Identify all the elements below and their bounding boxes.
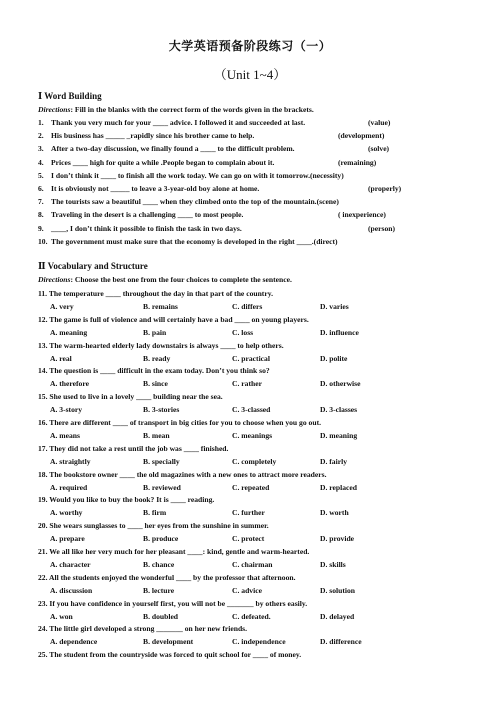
answer-option: C. completely xyxy=(232,456,277,466)
section2-heading: Ⅱ Vocabulary and Structure xyxy=(38,261,148,271)
answer-option: D. provide xyxy=(320,534,355,544)
answer-option: A. therefore xyxy=(50,379,89,389)
answer-option: D. influence xyxy=(320,327,359,337)
answer-option: D. skills xyxy=(320,560,346,569)
answer-option: C. further xyxy=(232,508,265,518)
answer-option: C. independence xyxy=(232,637,286,647)
answer-option: B. pain xyxy=(143,327,167,337)
answer-option: A. means xyxy=(50,431,80,440)
answer-option: D. solution xyxy=(320,585,356,595)
answer-option: B. firm xyxy=(143,508,167,518)
question-text: His business has _____ _rapidly since his brother came to help. xyxy=(51,131,255,141)
word-building-item xyxy=(38,132,478,140)
answer-option: B. development xyxy=(143,637,194,647)
vocabulary-question: 25. The student from the countryside was forced to quit school for ____ of money. xyxy=(38,650,302,660)
answer-option: C. loss xyxy=(232,327,254,337)
question-number: 7. xyxy=(38,197,44,207)
answer-option: A. 3-story xyxy=(50,405,83,415)
answer-option: D. 3-classes xyxy=(320,405,358,415)
answer-option: A. character xyxy=(50,560,91,569)
answer-option: B. since xyxy=(143,379,168,389)
question-number: 4. xyxy=(38,157,44,167)
answer-option: C. rather xyxy=(232,379,262,389)
question-text: After a two-day discussion, we finally found a ____ to the difficult problem. xyxy=(51,144,295,154)
answer-option: A. straightly xyxy=(50,456,91,466)
question-number: 8. xyxy=(38,210,44,220)
answer-option: C. 3-classed xyxy=(232,405,271,415)
vocabulary-question: 16. There are different ____ of transport in big cities for you to choose when you go out. xyxy=(38,418,321,427)
vocabulary-question: 11. The temperature ____ throughout the day in that part of the country. xyxy=(38,289,273,298)
answer-option: A. dependence xyxy=(50,637,98,647)
vocabulary-question: 15. She used to live in a lovely ____ building near the sea. xyxy=(38,392,223,402)
question-text: ____, I don’t think it possible to finish the task in two days. xyxy=(51,223,242,233)
answer-option: B. doubled xyxy=(143,611,179,621)
directions-label: Directions xyxy=(38,275,71,284)
question-text: Prices ____ high for quite a while .People began to complain about it. xyxy=(51,157,275,167)
word-hint: ( inexperience) xyxy=(338,210,386,220)
question-number: 2. xyxy=(38,131,44,141)
question-number: 6. xyxy=(38,184,44,193)
answer-option: D. polite xyxy=(320,353,348,363)
question-number: 10. xyxy=(38,236,48,246)
answer-option: D. worth xyxy=(320,508,349,518)
answer-option: B. specially xyxy=(143,456,180,466)
answer-option: B. mean xyxy=(143,431,170,440)
word-building-item xyxy=(38,225,478,233)
vocabulary-question: 14. The question is ____ difficult in the exam today. Don’t you think so? xyxy=(38,366,270,376)
vocabulary-question: 12. The game is full of violence and will certainly have a bad ____ on young players. xyxy=(38,314,309,324)
page-subtitle: （Unit 1~4） xyxy=(213,67,287,82)
word-building-item xyxy=(38,238,478,246)
answer-option: D. otherwise xyxy=(320,379,361,389)
vocabulary-question: 13. The warm-hearted elderly lady downstairs is always ____ to help others. xyxy=(38,340,284,350)
word-building-item xyxy=(38,159,478,167)
answer-option: C. protect xyxy=(232,534,265,544)
question-number: 1. xyxy=(38,118,44,127)
answer-option: B. reviewed xyxy=(143,482,181,492)
answer-option: A. worthy xyxy=(50,508,83,518)
answer-option: C. chairman xyxy=(232,560,273,569)
vocabulary-question: 24. The little girl developed a strong _______ on her new friends. xyxy=(38,624,248,634)
word-building-item xyxy=(38,119,478,127)
vocabulary-question: 21. We all like her very much for her pleasant ____: kind, gentle and warm-hearted. xyxy=(38,547,310,556)
directions-text: : Fill in the blanks with the correct form of the words given in the brackets. xyxy=(70,105,314,114)
answer-option: D. meaning xyxy=(320,431,358,440)
word-hint: (development) xyxy=(338,131,385,141)
word-hint: (person) xyxy=(368,223,395,233)
vocabulary-question: 17. They did not take a rest until the job was ____ finished. xyxy=(38,443,229,453)
answer-option: B. chance xyxy=(143,560,175,569)
section1-heading: Ⅰ Word Building xyxy=(38,91,102,101)
answer-option: A. meaning xyxy=(50,327,88,337)
answer-option: D. delayed xyxy=(320,611,355,621)
answer-option: C. repeated xyxy=(232,482,270,492)
word-hint: (solve) xyxy=(368,144,390,154)
answer-option: B. ready xyxy=(143,353,171,363)
directions-text: : Choose the best one from the four choices to complete the sentence. xyxy=(70,275,292,284)
answer-option: B. remains xyxy=(143,302,178,311)
vocabulary-question: 23. If you have confidence in yourself first, you will not be _______ by others easily. xyxy=(38,598,308,608)
question-number: 3. xyxy=(38,144,44,154)
answer-option: C. differs xyxy=(232,302,263,311)
answer-option: B. lecture xyxy=(143,585,175,595)
vocabulary-question: 18. The bookstore owner ____ the old magazines with a new ones to attract more readers. xyxy=(38,469,327,479)
directions-label: Directions xyxy=(38,105,71,114)
answer-option: C. defeated. xyxy=(232,611,271,621)
question-text: The tourists saw a beautiful ____ when they climbed onto the top of the mountain.(scene) xyxy=(51,197,339,207)
answer-option: C. advice xyxy=(232,585,262,595)
section1-directions xyxy=(38,106,478,114)
answer-option: C. meanings xyxy=(232,431,273,440)
word-building-item xyxy=(38,211,478,219)
answer-option: D. replaced xyxy=(320,482,357,492)
question-text: I don’t think it ____ to finish all the work today. We can go on with it tomorrow.(necessity) xyxy=(51,170,344,180)
answer-option: C. practical xyxy=(232,353,270,363)
answer-option: A. discussion xyxy=(50,585,93,595)
answer-option: A. required xyxy=(50,482,88,492)
answer-option: A. real xyxy=(50,353,72,363)
answer-option: D. difference xyxy=(320,637,362,647)
answer-option: B. produce xyxy=(143,534,179,544)
question-number: 9. xyxy=(38,223,44,233)
answer-option: B. 3-stories xyxy=(143,405,180,415)
word-building-item xyxy=(38,145,478,153)
question-text: Thank you very much for your ____ advice. I followed it and succeeded at last. xyxy=(51,118,306,127)
vocabulary-question: 20. She wears sunglasses to ____ her eyes from the sunshine in summer. xyxy=(38,521,269,531)
answer-option: A. prepare xyxy=(50,534,85,544)
question-text: Traveling in the desert is a challenging ____ to most people. xyxy=(51,210,244,220)
page-title: 大学英语预备阶段练习（一） xyxy=(168,39,332,53)
answer-option: D. varies xyxy=(320,302,349,311)
word-hint: (value) xyxy=(368,118,391,127)
vocabulary-question: 22. All the students enjoyed the wonderful ____ by the professor that afternoon. xyxy=(38,572,296,582)
word-hint: (remaining) xyxy=(338,157,377,167)
answer-option: A. very xyxy=(50,302,74,311)
question-number: 5. xyxy=(38,170,44,180)
word-building-item xyxy=(38,172,478,180)
section2-directions xyxy=(38,276,478,284)
word-building-item xyxy=(38,185,478,193)
answer-option: A. won xyxy=(50,611,73,621)
vocabulary-question: 19. Would you like to buy the book? It is ____ reading. xyxy=(38,495,215,505)
word-hint: (properly) xyxy=(368,184,402,193)
answer-option: D. fairly xyxy=(320,456,347,466)
question-text: The government must make sure that the economy is developed in the right ____.(direct) xyxy=(51,236,338,246)
word-building-item xyxy=(38,198,478,206)
question-text: It is obviously not _____ to leave a 3-year-old boy alone at home. xyxy=(51,184,260,193)
